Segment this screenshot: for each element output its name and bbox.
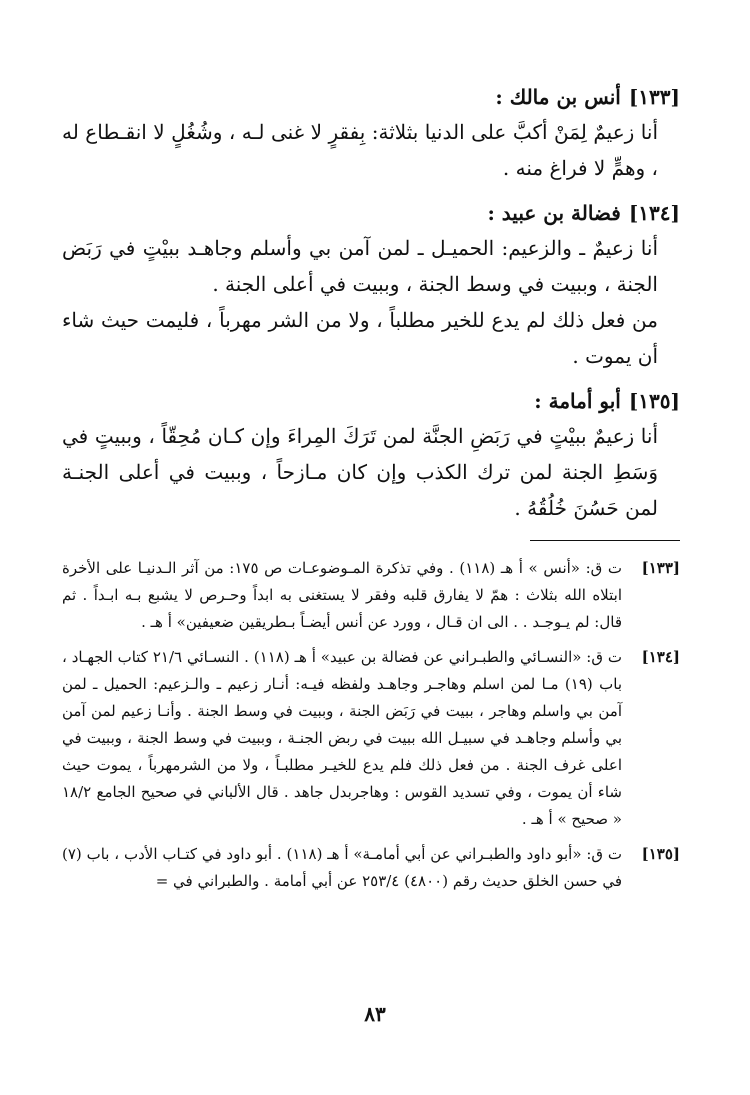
footnote-number: [ ١٣٤ ] [622,644,680,833]
entry-135 [62,386,680,526]
entry-number: [ ١٣٣ ] [629,85,680,109]
footnote-text: ت ق: «أنس » أ هـ (١١٨) . وفي تذكرة المـوضوعـات ص ١٧٥: من آثر الـدنيـا على الأخرة ابتلاه الله بثلاث : همّ لا يفارق قلبه وفقر لا يستغنى به ابداً وحـرص لا يشبع بـه ابـداً . ثم قال: لم يـوجـد . . الى ان قـال ، وورد عن أنس أيضـاً بـطريقين ضعيفين» أ هـ . [62,559,623,631]
entry-heading [62,386,680,418]
entry-paragraph: أنا زعيمٌ ببيْتٍ في رَبَضِ الجنَّة لمن تَرَكَ المِراءَ وإن كـان مُحِقّاً ، وببيتٍ في وَسَطِ الجنة لمن ترك الكذب وإن كان مـازحاً ، وببيت في أعلى الجنـة لمن حَسُنَ خُلُقُهُ . [62,424,658,520]
main-text [62,82,680,526]
entry-body [62,230,680,374]
entry-133 [62,82,680,186]
footnote-135 [62,841,680,895]
entry-paragraph: أنا زعيمٌ لِمَنْ أكبَّ على الدنيا بثلاثة: بِفقرٍ لا غنى لـه ، وشُغُلٍ لا انقـطاع له ، وهمٍّ لا فراغ منه . [62,120,658,180]
entry-title: أنس بن مالك : [495,85,621,109]
entry-body [62,114,680,186]
footnote-133 [62,555,680,636]
entry-heading [62,198,680,230]
entry-number: [ ١٣٥ ] [629,389,680,413]
footnote-text: ت ق: «النسـائي والطبـراني عن فضالة بن عبيد» أ هـ (١١٨) . النسـائي ٢١/٦ كتاب الجهـاد ، باب (١٩) مـا لمن اسلم وهاجـر وجاهـد ولفظه فيـه: أنـار زعيم ـ والـزعيم: الحميل ـ لمن آمن بي واسلم وهاجر ، ببيت في رَبَض الجنة ، وببيت في وسط الجنة . وأنـا زعيم لمن آمن بي وأسلم وجاهـد في سبيـل الله ببيت في ربض الجنـة ، وببيت في وسط الجنة ، وببيت في اعلى غرف الجنة . من فعل ذلك فلم يدع للخيـر مطلبـاً ، ولا من الشرمهرباً ، يموت حيث شاء أن يموت ، وفي تسديد القوس : وهاجربدل جاهد . قال الألباني في صحيح الجامع ١٨/٢ « صحيح » أ هـ . [62,648,622,828]
entry-title: أبو أمامة : [534,389,621,413]
entry-title: فضالة بن عبيد : [487,201,621,225]
footnote-number: [ ١٣٣ ] [622,555,680,636]
entry-number: [ ١٣٤ ] [629,201,680,225]
footnote-divider [530,540,680,541]
entry-body [62,418,680,526]
entry-134 [62,198,680,374]
footnote-number: [ ١٣٥ ] [622,841,680,895]
footnote-134 [62,644,680,833]
entry-paragraph: من فعل ذلك لم يدع للخير مطلباً ، ولا من الشر مهرباً ، فليمت حيث شاء أن يموت . [62,308,658,368]
entry-paragraph: أنا زعيمٌ ـ والزعيم: الحميـل ـ لمن آمن بي وأسلم وجاهـد ببيْتٍ في رَبَض الجنة ، وببيت في وسط الجنة ، وببيت في أعلى الجنة . [62,236,658,296]
entry-heading [62,82,680,114]
footnotes [62,555,680,895]
footnote-text: ت ق: «أبو داود والطبـراني عن أبي أمامـة» أ هـ (١١٨) . أبو داود في كتـاب الأدب ، باب (٧) في حسن الخلق حديث رقم (٤٨٠٠) ٢٥٣/٤ عن أبي أمامة . والطبراني في = [62,845,622,890]
page-number: ٨٣ [364,1002,386,1026]
